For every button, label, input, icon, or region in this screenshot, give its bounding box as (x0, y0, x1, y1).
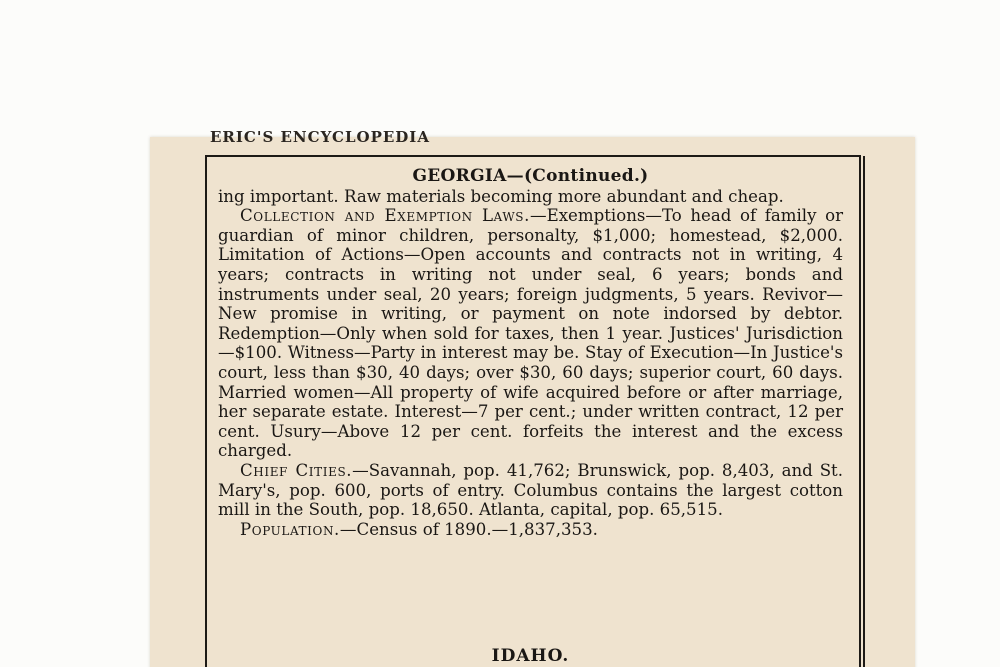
article-body (218, 166, 843, 666)
paragraph-text: —Savannah, pop. 41,762; Brunswick, pop. 8,403, and St. Mary's, pop. 600, ports of entry. Columbus contains the largest cotton mill in the South, pop. 18,650. Atlanta, capital, pop. 65,515. (218, 460, 843, 520)
paragraph-lead: Chief Cities. (240, 460, 353, 480)
paragraph-chief-cities (218, 461, 843, 520)
cut-off-page-header: ERIC'S ENCYCLOPEDIA (210, 130, 430, 144)
paragraph-text: —Census of 1890.—1,837,353. (339, 519, 598, 539)
section-title: GEORGIA—(Continued.) (412, 166, 649, 186)
paragraph-text: —Exemptions—To head of family or guardian of minor children, personalty, $1,000; homestead, $2,000. Limitation of Actions—Open accounts and contracts not in writing, 4 years; contracts in writing not under seal, 6 years; bonds and instruments under seal, 20 years; foreign judgments, 5 years. Revivor—New promise in writing, or payment on note indorsed by debtor. Redemption—Only when sold for taxes, then 1 year. Justices' Jurisdiction—$100. Witness—Party in interest may be. Stay of Execution—In Justice's court, less than $30, 40 days; over $30, 60 days; superior court, 60 days. Married women—All property of wife acquired before or after marriage, her separate estate. Interest—7 per cent.; under written contract, 12 per cent. Usury—Above 12 per cent. forfeits the interest and the excess charged. (218, 206, 843, 461)
newspaper-clipping (150, 130, 915, 667)
next-section-title: IDAHO. (491, 646, 570, 666)
paragraph-population (218, 520, 843, 540)
paragraph-continuation (218, 187, 843, 207)
paragraph-lead: Collection and Exemption Laws. (240, 206, 530, 226)
paragraph-lead: Population. (240, 519, 340, 539)
paragraph-collection-laws (218, 206, 843, 461)
paragraph-text: ing important. Raw materials becoming more abundant and cheap. (218, 186, 784, 206)
